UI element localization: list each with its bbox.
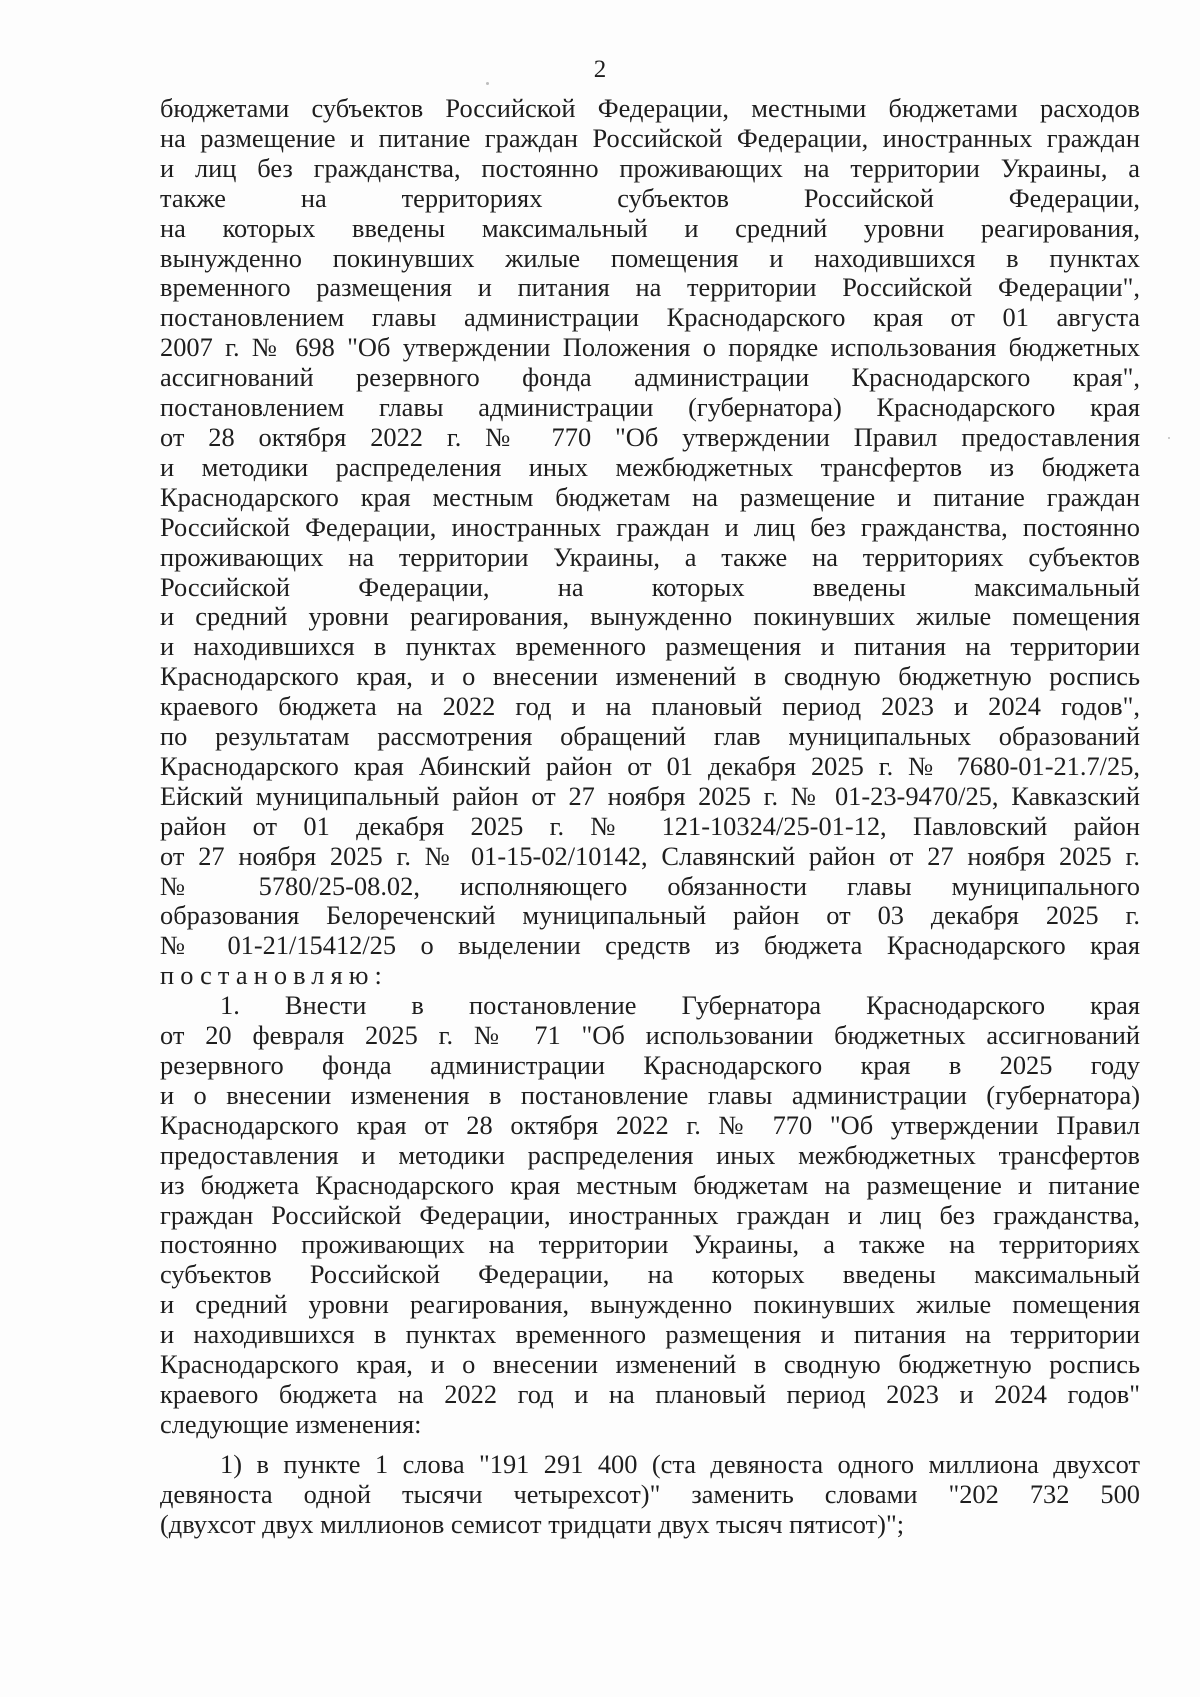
text-line: Краснодарского края, и о внесении изменений в сводную бюджетную роспись bbox=[160, 1349, 1140, 1380]
text-line: постановляю: bbox=[160, 960, 388, 991]
text-line: краевого бюджета на 2022 год и на плановый период 2023 и 2024 годов" bbox=[160, 1378, 1140, 1409]
text-line: краевого бюджета на 2022 год и на плановый период 2023 и 2024 годов", bbox=[160, 691, 1140, 722]
text-line: и средний уровни реагирования, вынужденно покинувших жилые помещения bbox=[160, 601, 1140, 632]
resolution-keyword bbox=[160, 961, 1140, 991]
text-line: Ейский муниципальный район от 27 ноября 2025 г. № 01-23-9470/25, Кавказский bbox=[160, 780, 1140, 811]
text-line: постановлением главы администрации (губернатора) Краснодарского края bbox=[160, 392, 1140, 423]
text-line: Российской Федерации, на которых введены максимальный bbox=[160, 571, 1140, 602]
text-line: 1) в пункте 1 слова "191 291 400 (ста девяноста одного миллиона двухсот bbox=[220, 1448, 1140, 1479]
text-line: Краснодарского края местным бюджетам на размещение и питание граждан bbox=[160, 481, 1140, 512]
text-line: на которых введены максимальный и средний уровни реагирования, bbox=[160, 212, 1140, 243]
text-line: бюджетами субъектов Российской Федерации, местными бюджетами расходов bbox=[160, 93, 1140, 123]
item-1-paragraph bbox=[160, 991, 1140, 1440]
text-line: проживающих на территории Украины, а также на территориях субъектов bbox=[160, 541, 1140, 572]
text-line: и средний уровни реагирования, вынужденно покинувших жилые помещения bbox=[160, 1289, 1140, 1320]
text-line: и методики распределения иных межбюджетных трансфертов из бюджета bbox=[160, 451, 1140, 482]
text-line: граждан Российской Федерации, иностранных граждан и лиц без гражданства, bbox=[160, 1199, 1140, 1230]
text-line: постоянно проживающих на территории Украины, а также на территориях bbox=[160, 1229, 1140, 1260]
text-line: вынужденно покинувших жилые помещения и находившихся в пунктах bbox=[160, 242, 1140, 273]
text-line: из бюджета Краснодарского края местным бюджетам на размещение и питание bbox=[160, 1169, 1140, 1200]
text-line: девяноста одной тысячи четырехсот)" заменить словами "202 732 500 bbox=[160, 1478, 1140, 1509]
text-line: и о внесении изменения в постановление главы администрации (губернатора) bbox=[160, 1079, 1140, 1110]
page-number: 2 bbox=[593, 56, 607, 83]
text-line: № 5780/25-08.02, исполняющего обязанности главы муниципального bbox=[160, 870, 1140, 901]
text-line: временного размещения и питания на территории Российской Федерации", bbox=[160, 272, 1140, 303]
subitem-1-paragraph bbox=[160, 1450, 1140, 1540]
text-line: 2007 г. № 698 "Об утверждении Положения о порядке использования бюджетных bbox=[160, 332, 1140, 363]
text-line: субъектов Российской Федерации, на которых введены максимальный bbox=[160, 1259, 1140, 1290]
text-line: на размещение и питание граждан Российской Федерации, иностранных граждан bbox=[160, 122, 1140, 153]
text-line: образования Белореченский муниципальный район от 03 декабря 2025 г. bbox=[160, 900, 1140, 931]
text-line: предоставления и методики распределения иных межбюджетных трансфертов bbox=[160, 1139, 1140, 1170]
text-line: район от 01 декабря 2025 г. № 121-10324/25-01-12, Павловский район bbox=[160, 810, 1140, 841]
text-line: Краснодарского края от 28 октября 2022 г. № 770 "Об утверждении Правил bbox=[160, 1109, 1140, 1140]
text-line: Краснодарского края, и о внесении изменений в сводную бюджетную роспись bbox=[160, 661, 1140, 692]
text-line: резервного фонда администрации Краснодарского края в 2025 году bbox=[160, 1050, 1140, 1080]
text-line: Российской Федерации, иностранных граждан и лиц без гражданства, постоянно bbox=[160, 511, 1140, 542]
text-line: и лиц без гражданства, постоянно проживающих на территории Украины, а bbox=[160, 152, 1140, 183]
document-body bbox=[160, 94, 1140, 1540]
text-line: от 20 февраля 2025 г. № 71 "Об использовании бюджетных ассигнований bbox=[160, 1020, 1140, 1051]
text-line: Краснодарского края Абинский район от 01 декабря 2025 г. № 7680-01-21.7/25, bbox=[160, 750, 1140, 781]
text-line: № 01-21/15412/25 о выделении средств из бюджета Краснодарского края bbox=[160, 930, 1140, 961]
text-line: от 28 октября 2022 г. № 770 "Об утверждении Правил предоставления bbox=[160, 421, 1140, 452]
text-line: также на территориях субъектов Российской Федерации, bbox=[160, 182, 1140, 213]
text-line: 1. Внести в постановление Губернатора Краснодарского края bbox=[220, 990, 1140, 1021]
text-line: по результатам рассмотрения обращений глав муниципальных образований bbox=[160, 721, 1140, 752]
text-line: ассигнований резервного фонда администрации Краснодарского края", bbox=[160, 362, 1140, 393]
text-line: постановлением главы администрации Краснодарского края от 01 августа bbox=[160, 302, 1140, 333]
text-line: и находившихся в пунктах временного размещения и питания на территории bbox=[160, 631, 1140, 662]
text-line: от 27 ноября 2025 г. № 01-15-02/10142, Славянский район от 27 ноября 2025 г. bbox=[160, 840, 1140, 871]
scan-speck bbox=[486, 82, 489, 85]
text-line: следующие изменения: bbox=[160, 1408, 422, 1439]
scan-speck bbox=[1168, 437, 1170, 439]
text-line: (двухсот двух миллионов семисот тридцати двух тысяч пятисот)"; bbox=[160, 1508, 905, 1539]
preamble-paragraph bbox=[160, 94, 1140, 961]
text-line: и находившихся в пунктах временного размещения и питания на территории bbox=[160, 1319, 1140, 1350]
